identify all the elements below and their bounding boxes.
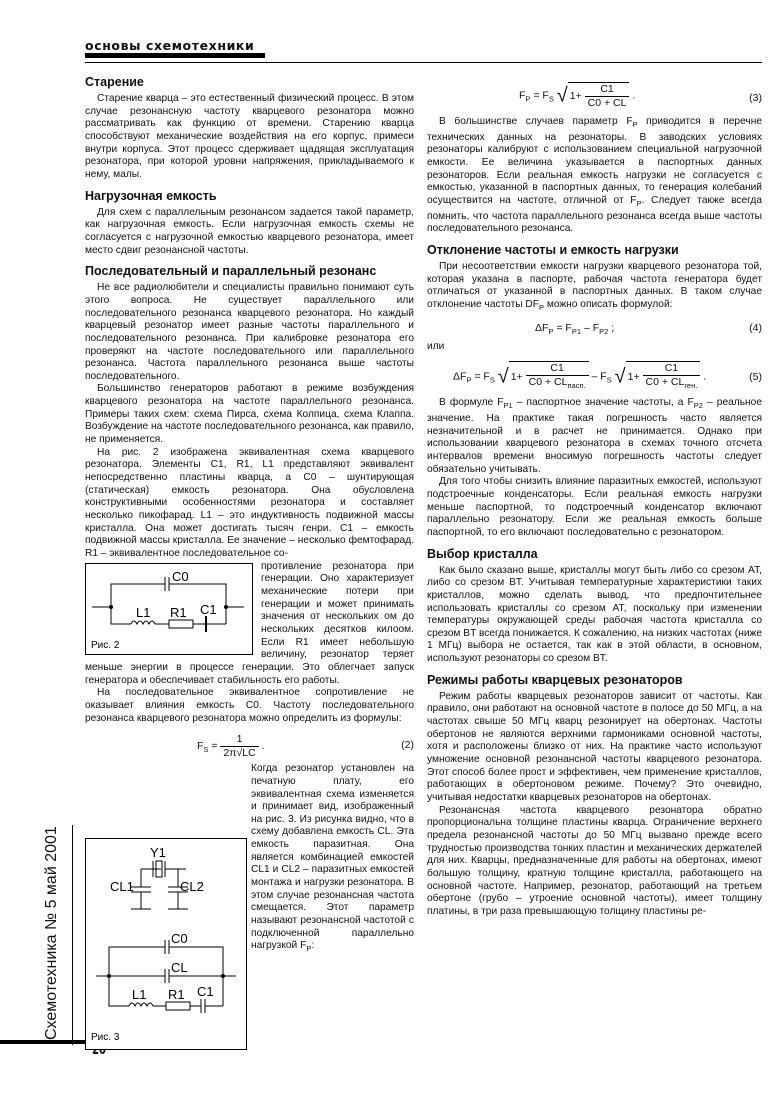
svg-text:R1: R1 (170, 604, 187, 620)
paragraph-aging: Старение кварца – это естественный физический процесс. В этом случае резонансную частоту кварцевого резонатора можно рассматривать как функцию от времени. Старению кварца способствуют механические воздействия на его корпус, примеси внутри корпуса. Этот процесс сдерживает щадящая эксплуатация резонатора, при которой уровни напряжения, прикладываемого к нему, малы. (85, 93, 414, 180)
header-rule (85, 62, 762, 63)
heading-crystal-choice: Выбор кристалла (427, 546, 538, 561)
footer-vertical-rule (72, 825, 73, 1045)
paragraph-modes-2: Резонансная частота кварцевого резонатора обратно пропорциональна толщине пластины кварца. Ограничение верхнего предела резонансной частоты до 50 МГц вызвано прежде всего трудностью производства тонких пластин и механических держателей для них. Кварцы, предназначенные для работы на обертонах, имеют большую толщину, кратную толщине кристалла, работающего на основной частоте. Например, резонатор, работающий на третьем обертоне (грубо – утроение основной частоты), имеет толщину платины, в три раза превышающую толщину пластины ре- (427, 804, 762, 917)
paragraph-load-capacitance: Для схем с параллельным резонансом задается такой параметр, как нагрузочная емкость. Если нагрузочная емкость схемы не согласуется с нагрузочной емкостью кварцевого резонатора, имеет место сдвиг резонансной частоты. (85, 206, 414, 256)
header-bar-decoration (85, 53, 265, 58)
paragraph-series-3b: противление резонатора при генерации. Оно характеризует механические потери при генерации и может принимать значения от нескольких ом до нескольких десятков килоом. Если R1 имеет небольшую величину, резонатор теряет меньше энергии в процессе генерации. Это облегчает запуск генератора и обеспечивает стабильность его работы. (85, 560, 414, 686)
board-equivalent-circuit-diagram (86, 839, 246, 1049)
heading-deviation: Отклонение частоты и емкость нагрузки (427, 242, 679, 257)
svg-text:L1: L1 (136, 604, 151, 620)
paragraph-formula-explain: В формуле $F_{P1}$ – паспортное значение частоты, а $F_{P2}$ – реальное значение. На практике такая погрешность часто является незначительной и в расчет не принимается. Однако при использовании кварцевого резонатора в схемах точного отсчета интервалов времени вносимую погрешность частоты следует обязательно учитывать. (427, 397, 762, 475)
svg-text:C1: C1 (200, 601, 217, 617)
or-text: или (427, 340, 445, 352)
formula-3: $F_P = F_S$ √ 1+ $\frac{C1}{C0 + CL}$ . (3) (519, 83, 762, 109)
paragraph-crystal-choice: Как было сказано выше, кристаллы могут быть либо со срезом AT, либо со срезом BT. Учитывая температурные характеристики таких кристаллов, можно сделать вывод, что предпочтительнее использовать кристаллы со срезом AT, поскольку при изменении температуры окружающей среды рабочая частота кристалла со срезом BT всегда понижается. К сожалению, на низких частотах (ниже 1 МГц) выбора не остается, так как в этой области, в основном, используют резонаторы со срезом BT. (427, 564, 762, 665)
formula-2: $F_S$ = $\frac{1}{2\pi√LC}$ . (2) (197, 733, 414, 759)
heading-aging: Старение (85, 75, 144, 89)
paragraph-series-1: Не все радиолюбители и специалисты правильно понимают суть этого вопроса. Не существует параллельного или последовательного резонанса кварцевого резонатора. Но каждый кварцевый резонатор имеет разные частоты параллельного и последовательного резонанса. При калибровке резонатора его проверяют на частоте последовательного или параллельного резонанса. Частота параллельного резонанса выше частоты последовательного. (85, 282, 414, 382)
svg-text:C0: C0 (172, 568, 189, 584)
paragraph-deviation: При несоответствии емкости нагрузки кварцевого резонатора той, которая указана в паспорте, рабочая частота генератора будет отличаться от указанной в паспортных данных. В таком случае отклонение частоты $DF_P$ можно описать формулой: (427, 260, 762, 312)
paragraph-series-2: Большинство генераторов работают в режиме возбуждения кварцевого резонатора на частоте параллельного резонанса. Примеры таких схем: схема Пирса, схема Колпица, схема Клаппа. Возбуждение на частоте последовательного резонанса, как правило, не применяется. (85, 383, 414, 446)
paragraph-series-3a: На рис. 2 изображена эквивалентная схема кварцевого резонатора. Элементы C1, R1, L1 представляют эквивалент непосредственно пластины кварца, а C0 – шунтирующая (статическая) емкость резонатора. Она обусловлена конструктивными особенностями резонатора и составляет несколько пикофарад. L1 – это индуктивность подвижной массы кристалла. Она может достигать тысяч генри. C1 – емкость подвижной массы кристалла. Ее значение – несколько фемтофарад. R1 – эквивалентное последовательное со- (85, 446, 414, 559)
formula-5: $\Delta F_P = F_S$ √ 1+ $\frac{C1}{C0 + CL_{пасп.}}$ – $F_S$ √ 1+ $\frac{C1}{C0 + CL_{ген.}}$ . (5) (427, 357, 762, 397)
paragraph-board: Когда резонатор установлен на печатную плату, его эквивалентная схема изменяется и принимает вид, изображенный на рис. 3. Из рисунка видно, что в схему добавлена емкость CL. Эта емкость паразитная. Она является комбинацией емкостей CL1 и CL2 – паразитных емкостей монтажа и нагрузки резонатора. В этом случае резонансная частота смещается. Этот параметр называют резонансной частотой с подключенной параллельно нагрузкой $F_P$: (251, 763, 414, 954)
section-header: основы схемотехники (85, 38, 255, 53)
journal-issue-vertical: Схемотехника № 5 май 2001 (43, 826, 60, 1040)
svg-text:Рис. 2: Рис. 2 (91, 639, 120, 651)
paragraph-modes-1: Режим работы кварцевых резонаторов зависит от частоты. Как правило, они работают на основной частоте в полосе до 50 МГц, а на частотах свыше 50 МГц кварц резонирует на обертонах. Частоты обертонов не являются верхними гармониками основной частоты, хотя и расположены близко от них. На практике часто используют умножение основной резонансной частоты кварцевого резонатора. Этот способ более прост и эффективен, чем применение кристаллов, работающих в обертоновом режиме. Почему? Это очевидно, учитывая недостатки кварцевых резонаторов на обертонах. (427, 690, 762, 804)
paragraph-series-4: На последовательное эквивалентное сопротивление не оказывает влияния емкость C0. Частоту последовательного резонанса кварцевого резонатора можно определить из формулы: (85, 687, 414, 724)
heading-series-parallel: Последовательный и параллельный резонанс (85, 264, 377, 279)
svg-text:CL: CL (171, 960, 188, 975)
svg-text:Y1: Y1 (150, 845, 166, 860)
svg-text:C0: C0 (171, 931, 188, 946)
paragraph-fp: В большинстве случаев параметр $F_P$ приводится в перечне технических данных на резонаторы. В заводских условиях резонаторы калибруют с использованием специальной нагрузочной емкости. Ее величина указывается в паспортных данных резонаторов. Если реальная емкость нагрузки не согласуется с емкостью, указанной в паспортных данных, то генерация колебаний осуществится на частоте, отличной от $F_P$. Следует также всегда помнить, что частота параллельного резонанса всегда выше частоты последовательного резонанса. (427, 116, 762, 235)
svg-text:Рис. 3: Рис. 3 (91, 1032, 120, 1043)
svg-text:CL1: CL1 (110, 879, 134, 894)
formula-4: $\Delta F_P = F_{P1} - F_{P2}$ ; (4) (535, 321, 762, 336)
paragraph-trimmer: Для того чтобы снизить влияние паразитных емкостей, используют подстроечные конденсаторы. Если реальная емкость нагрузки меньше паспортной, то подстроечный конденсатор включают параллельно резонатору. Если же реальная емкость больше паспортной, то его включают последовательно с резонатором. (427, 476, 762, 538)
heading-operating-modes: Режимы работы кварцевых резонаторов (427, 672, 683, 687)
figure-3 (85, 838, 247, 1050)
svg-text:R1: R1 (168, 987, 185, 1002)
footer-bar (0, 1040, 86, 1044)
right-column (427, 80, 762, 919)
figure-2 (85, 563, 253, 655)
svg-text:CL2: CL2 (180, 879, 204, 894)
svg-text:C1: C1 (197, 984, 214, 999)
svg-text:L1: L1 (132, 987, 147, 1002)
heading-load-capacitance: Нагрузочная емкость (85, 188, 217, 203)
equivalent-circuit-diagram (86, 564, 252, 654)
